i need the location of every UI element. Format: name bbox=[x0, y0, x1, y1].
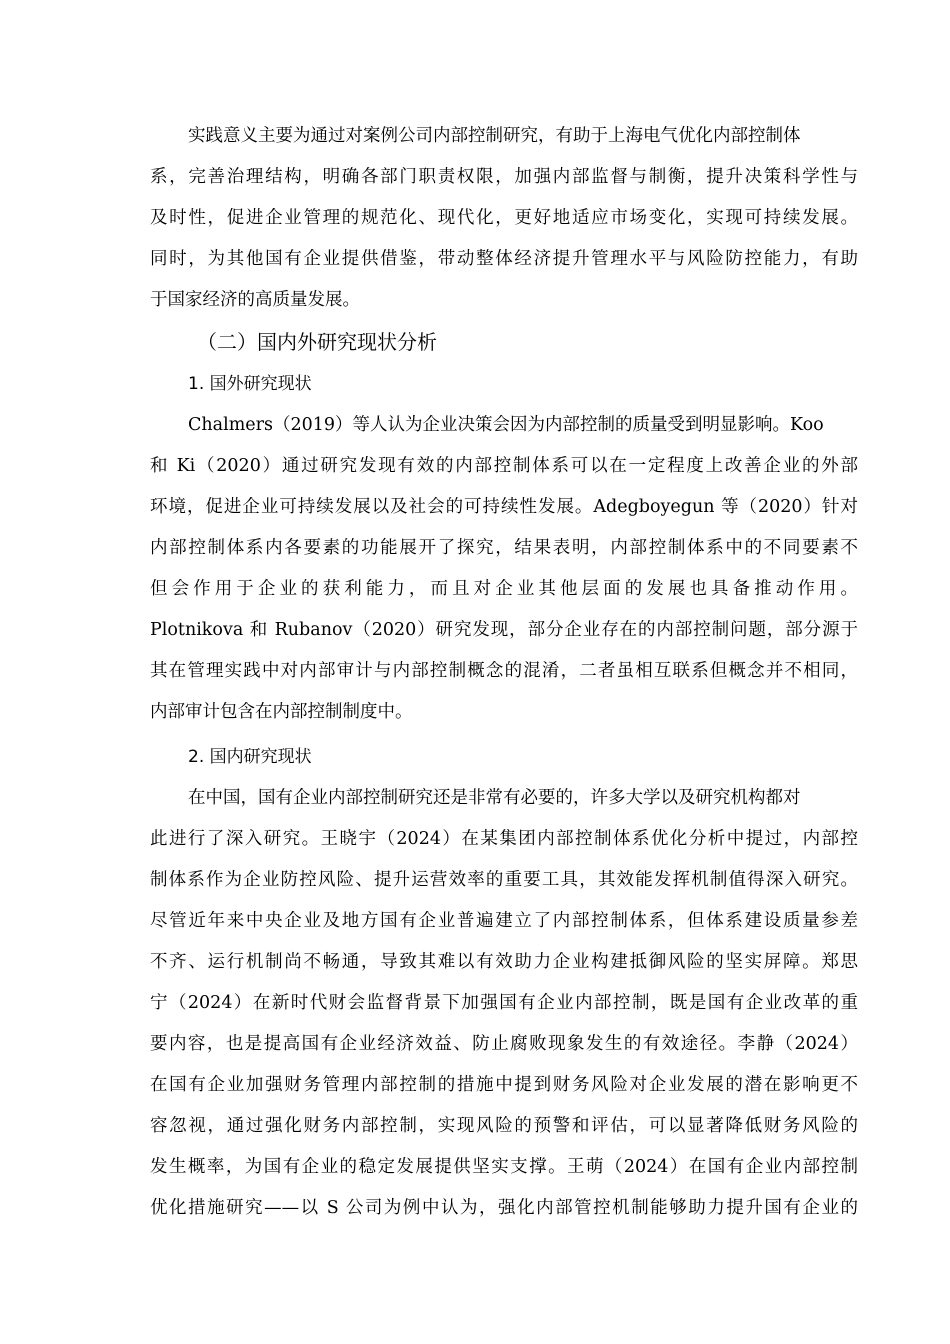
paragraph-line: 制体系作为企业防控风险、提升运营效率的重要工具，其效能发挥机制值得深入研究。 bbox=[150, 870, 858, 890]
paragraph-line: 内部审计包含在内部控制制度中。 bbox=[150, 702, 413, 722]
paragraph-line: 实践意义主要为通过对案例公司内部控制研究，有助于上海电气优化内部控制体 bbox=[188, 126, 801, 146]
section-heading: （二）国内外研究现状分析 bbox=[197, 330, 437, 354]
paragraph-line: 宁（2024）在新时代财会监督背景下加强国有企业内部控制，既是国有企业改革的重 bbox=[150, 993, 858, 1013]
paragraph-line: 和 Ki（2020）通过研究发现有效的内部控制体系可以在一定程度上改善企业的外部 bbox=[150, 456, 858, 476]
paragraph-line: 其在管理实践中对内部审计与内部控制概念的混淆，二者虽相互联系但概念并不相同， bbox=[150, 661, 858, 681]
paragraph-line: 发生概率，为国有企业的稳定发展提供坚实支撑。王萌（2024）在国有企业内部控制 bbox=[150, 1157, 858, 1177]
paragraph-line: 优化措施研究——以 S 公司为例中认为，强化内部管控机制能够助力提升国有企业的 bbox=[150, 1198, 858, 1218]
paragraph-line: 在中国，国有企业内部控制研究还是非常有必要的，许多大学以及研究机构都对 bbox=[188, 788, 801, 808]
paragraph-line: 同时，为其他国有企业提供借鉴，带动整体经济提升管理水平与风险防控能力，有助 bbox=[150, 249, 858, 269]
paragraph-line: 要内容，也是提高国有企业经济效益、防止腐败现象发生的有效途径。李静（2024） bbox=[150, 1034, 858, 1054]
paragraph-line: 内部控制体系内各要素的功能展开了探究，结果表明，内部控制体系中的不同要素不 bbox=[150, 538, 858, 558]
paragraph-line: 系，完善治理结构，明确各部门职责权限，加强内部监督与制衡，提升决策科学性与 bbox=[150, 167, 858, 187]
paragraph-line: 容忽视，通过强化财务内部控制，实现风险的预警和评估，可以显著降低财务风险的 bbox=[150, 1116, 858, 1136]
paragraph-line: 此进行了深入研究。王晓宇（2024）在某集团内部控制体系优化分析中提过，内部控 bbox=[150, 829, 858, 849]
subsection-heading-foreign: 1. 国外研究现状 bbox=[188, 374, 312, 394]
paragraph-line: Plotnikova 和 Rubanov（2020）研究发现，部分企业存在的内部控制问题，部分源于 bbox=[150, 620, 858, 640]
paragraph-line: 环境，促进企业可持续发展以及社会的可持续性发展。Adegboyegun 等（2020）针对 bbox=[150, 497, 858, 517]
paragraph-line: 于国家经济的高质量发展。 bbox=[150, 290, 360, 310]
paragraph-line: 不齐、运行机制尚不畅通，导致其难以有效助力企业构建抵御风险的坚实屏障。郑思 bbox=[150, 952, 858, 972]
paragraph-line: 但会作用于企业的获利能力，而且对企业其他层面的发展也具备推动作用。 bbox=[150, 579, 858, 599]
paragraph-line: Chalmers（2019）等人认为企业决策会因为内部控制的质量受到明显影响。Koo bbox=[188, 415, 824, 435]
paragraph-line: 尽管近年来中央企业及地方国有企业普遍建立了内部控制体系，但体系建设质量参差 bbox=[150, 911, 858, 931]
paragraph-line: 及时性，促进企业管理的规范化、现代化，更好地适应市场变化，实现可持续发展。 bbox=[150, 208, 858, 228]
subsection-heading-domestic: 2. 国内研究现状 bbox=[188, 747, 312, 767]
paragraph-line: 在国有企业加强财务管理内部控制的措施中提到财务风险对企业发展的潜在影响更不 bbox=[150, 1075, 858, 1095]
